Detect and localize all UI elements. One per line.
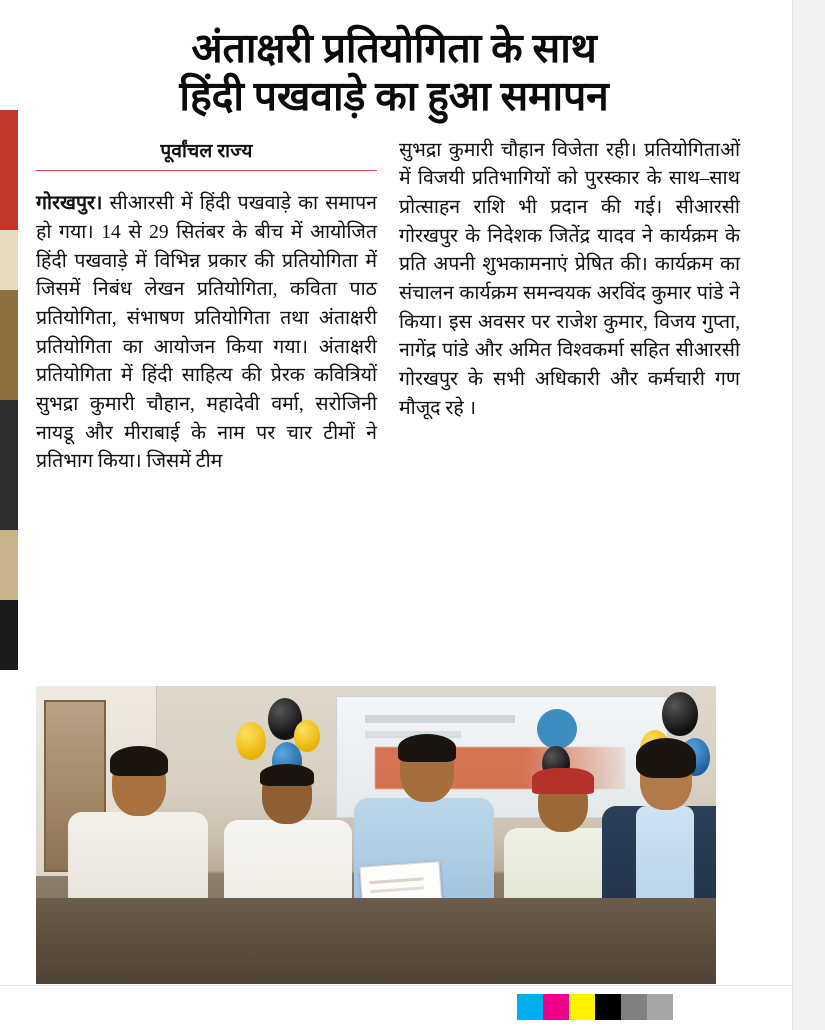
page-right-gutter [792,0,825,1030]
bottom-divider [0,985,793,986]
bleed-band [0,400,18,530]
column-left [36,137,377,497]
column-left-text: सीआरसी में हिंदी पखवाड़े का समापन हो गया। 14 से 29 सितंबर के बीच में आयोजित हिंदी पखवाड़े में विभिन्न प्रकार की प्रतियोगिता में जिसमें निबंध लेखन प्रतियोगिता, कविता पाठ प्रतियोगिता, संभाषण प्रतियोगिता तथा अंताक्षरी प्रतियोगिता का आयोजन किया गया। अंताक्षरी प्रतियोगिता में हिंदी साहित्य की प्रेरक कवित्रियों सुभद्रा कुमारी चौहान, महादेवी वर्मा, सरोजिनी नायडू और मीराबाई के नाम पर चार टीमों ने प्रतिभाग किया। जिसमें टीम [36,193,377,473]
person-hair [398,734,456,762]
column-right [399,137,740,497]
person-hair [110,746,168,776]
color-swatch-gray-dark [621,994,647,1020]
bleed-band [0,230,18,290]
article-photo [36,686,716,984]
headline-line-1: अंताक्षरी प्रतियोगिता के साथ [191,25,597,71]
section-kicker: पूर्वांचल राज्य [160,140,253,162]
color-swatch-black [595,994,621,1020]
person-hair [636,738,696,778]
column-left-body [36,190,377,477]
photo-table [36,898,716,984]
person-cap [532,768,594,794]
dateline: गोरखपुर। [36,193,103,215]
color-swatch-cyan [517,994,543,1020]
color-swatch-gray-light [647,994,673,1020]
page-left-bleed [0,0,18,1030]
bleed-band [0,530,18,600]
person-hair [260,764,314,786]
color-swatch-yellow [569,994,595,1020]
headline-line-2: हिंदी पखवाड़े का हुआ समापन [179,73,609,120]
bleed-band [0,600,18,670]
color-swatch-magenta [543,994,569,1020]
kicker-divider [36,170,377,171]
registration-color-bar [517,994,673,1020]
bleed-band [0,290,18,400]
headline [36,18,752,123]
column-right-text: सुभद्रा कुमारी चौहान विजेता रही। प्रतियोगिताओं में विजयी प्रतिभागियों को पुरस्कार के साथ–साथ प्रोत्साहन राशि भी प्रदान की गई। सीआरसी गोरखपुर के निदेशक जितेंद्र यादव ने कार्यक्रम के प्रति अपनी शुभकामनाएं प्रेषित की। कार्यक्रम का संचालन कार्यक्रम समन्वयक अरविंद कुमार पांडे ने किया। इस अवसर पर राजेश कुमार, विजय गुप्ता, नागेंद्र पांडे और अमित विश्वकर्मा सहित सीआरसी गोरखपुर के सभी अधिकारी और कर्मचारी गण मौजूद रहे । [399,139,740,419]
article [36,18,752,496]
banner-logo-icon [537,709,577,749]
article-columns [36,137,752,497]
photo-canvas [36,686,716,984]
bleed-band [0,110,18,230]
